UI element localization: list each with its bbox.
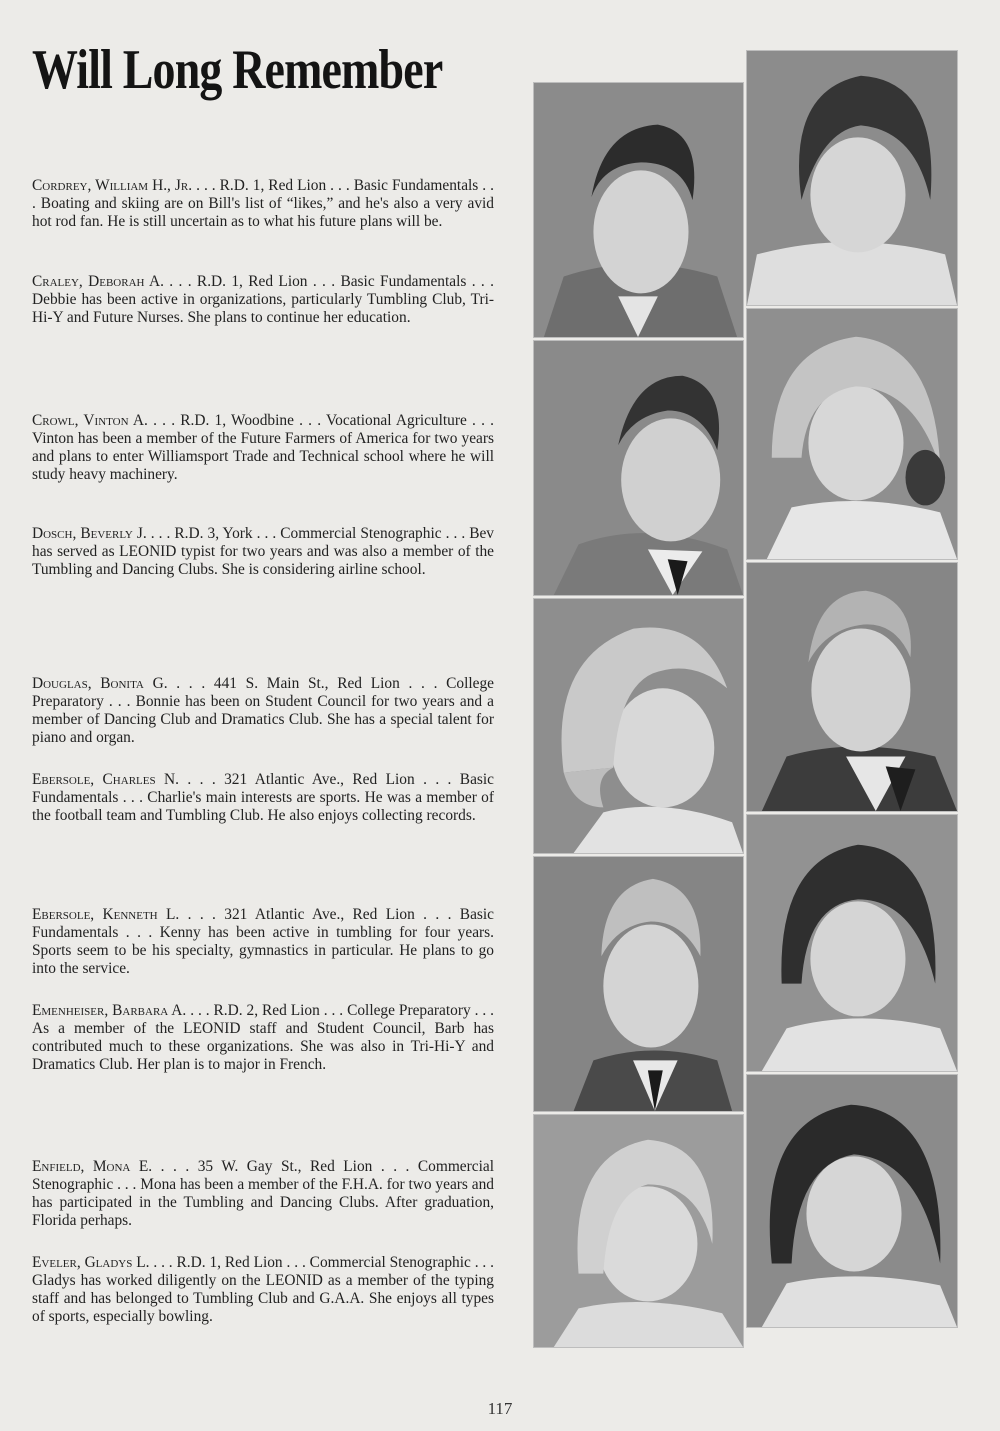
portrait-image	[747, 815, 957, 1071]
portrait-image	[747, 1075, 957, 1327]
student-description: . . . 35 W. Gay St., Red Lion . . . Commercial Stenographic . . . Mona has been a member of the F.H.A. for two years and has participated in the Tumbling and Dancing Clubs. After graduation, Florida perhaps.	[32, 1158, 494, 1229]
student-name: Crowl, Vinton A.	[32, 412, 148, 429]
portrait-image	[534, 599, 743, 853]
student-description: . . . R.D. 1, Woodbine . . . Vocational Agriculture . . . Vinton has been a member of the Future Farmers of America for two years and plans to enter Williamsport Trade and Technical school where he will study heavy machinery.	[32, 412, 494, 483]
student-entry-emenheiser	[32, 1002, 494, 1074]
portrait-photo-enfield	[533, 1114, 744, 1348]
portrait-image	[747, 563, 957, 811]
student-name: Dosch, Beverly J.	[32, 525, 147, 542]
student-name: Emenheiser, Barbara A.	[32, 1002, 187, 1019]
student-name: Enfield, Mona E.	[32, 1158, 153, 1175]
portrait-photo-crowl	[533, 340, 744, 596]
student-entry-ebersole-kenneth	[32, 906, 494, 978]
portrait-image	[534, 1115, 743, 1347]
student-name: Ebersole, Charles N.	[32, 771, 179, 788]
student-entry-enfield	[32, 1158, 494, 1230]
student-entry-ebersole-charles	[32, 771, 494, 825]
student-entry-crowl	[32, 412, 494, 484]
student-entry-dosch	[32, 525, 494, 579]
portrait-image	[534, 857, 743, 1111]
portrait-photo-dosch	[746, 308, 958, 560]
portrait-photo-eveler	[746, 1074, 958, 1328]
portrait-image	[534, 83, 743, 337]
student-entry-craley	[32, 273, 494, 327]
portrait-image	[747, 51, 957, 305]
page-title: Will Long Remember	[32, 39, 443, 101]
student-description: . . . R.D. 3, York . . . Commercial Stenographic . . . Bev has served as LEONID typist for two years and was also a member of the Tumbling and Dancing Clubs. She is considering airline school.	[32, 525, 494, 578]
student-name: Eveler, Gladys L.	[32, 1254, 150, 1271]
student-description: . . . R.D. 1, Red Lion . . . Basic Fundamentals . . . Boating and skiing are on Bill's list of “likes,” and he's also a very avid hot rod fan. He is still uncertain as to what his future plans will be.	[32, 177, 494, 230]
student-description: . . . 321 Atlantic Ave., Red Lion . . . Basic Fundamentals . . . Kenny has been active in tumbling for four years. Sports seem to be his specialty, gymnastics in particular. He plans to go into the service.	[32, 906, 494, 977]
portrait-photo-craley	[746, 50, 958, 306]
student-description: . . . R.D. 1, Red Lion . . . Commercial Stenographic . . . Gladys has worked diligently on the LEONID as a member of the typing staff and has belonged to Tumbling Club and G.A.A. She enjoys all types of sports, especially bowling.	[32, 1254, 495, 1325]
student-description: . . . 441 S. Main St., Red Lion . . . College Preparatory . . . Bonnie has been on Student Council for two years and a member of Dancing Club and Dramatics Club. She has a special talent for piano and organ.	[32, 675, 494, 746]
portrait-photo-cordrey	[533, 82, 744, 338]
student-name: Douglas, Bonita G.	[32, 675, 168, 692]
student-description: . . . 321 Atlantic Ave., Red Lion . . . Basic Fundamentals . . . Charlie's main interests are sports. He was a member of the football team and Tumbling Club. He also enjoys collecting records.	[32, 771, 494, 824]
page-number: 117	[487, 1399, 513, 1418]
student-name: Craley, Deborah A.	[32, 273, 164, 290]
portrait-image	[747, 309, 957, 559]
portrait-photo-emenheiser	[746, 814, 958, 1072]
portrait-photo-ebersole-charles	[746, 562, 958, 812]
student-description: . . . R.D. 1, Red Lion . . . Basic Fundamentals . . . Debbie has been active in organizations, particularly Tumbling Club, Tri-Hi-Y and Future Nurses. She plans to continue her education.	[32, 273, 494, 326]
portrait-photo-ebersole-kenneth	[533, 856, 744, 1112]
student-name: Cordrey, William H., Jr.	[32, 177, 193, 194]
student-description: . . . R.D. 2, Red Lion . . . College Preparatory . . . As a member of the LEONID staff and Student Council, Barb has contributed much to these organizations. She was also in Tri-Hi-Y and Dramatics Club. Her plan is to major in French.	[32, 1002, 495, 1073]
student-name: Ebersole, Kenneth L.	[32, 906, 180, 923]
portrait-photo-douglas	[533, 598, 744, 854]
portrait-image	[534, 341, 743, 595]
student-entry-cordrey	[32, 177, 494, 231]
student-entry-eveler	[32, 1254, 494, 1326]
student-entry-douglas	[32, 675, 494, 747]
